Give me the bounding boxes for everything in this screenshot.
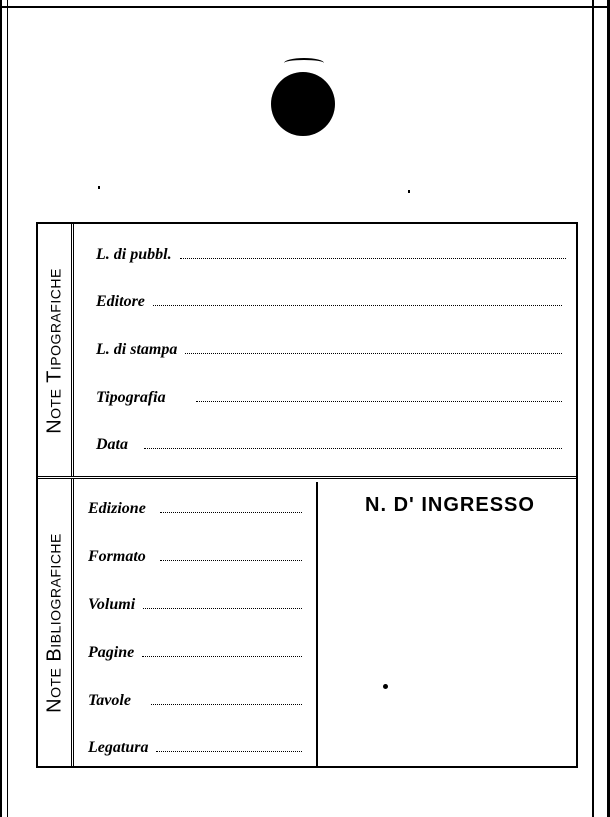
column-divider <box>316 482 318 766</box>
dotted-line <box>160 559 302 561</box>
field-label: L. di stampa <box>96 341 178 358</box>
tipografiche-sidebar <box>38 224 74 477</box>
dotted-line <box>151 703 302 705</box>
dotted-line <box>160 511 302 513</box>
field-editore[interactable] <box>96 293 562 311</box>
punch-hole <box>271 72 335 136</box>
dotted-line <box>153 304 562 306</box>
field-label: Legatura <box>88 739 149 756</box>
field-legatura[interactable] <box>88 739 302 757</box>
numero-ingresso-label: N. D' INGRESSO <box>365 494 535 516</box>
field-data[interactable] <box>96 436 562 454</box>
dotted-line <box>185 352 562 354</box>
field-label: Formato <box>88 548 146 565</box>
dotted-line <box>144 447 562 449</box>
bibliografiche-section-label: Note Bibliografiche <box>43 533 65 713</box>
field-tavole[interactable] <box>88 692 302 710</box>
field-pagine[interactable] <box>88 644 302 662</box>
speck <box>408 190 410 193</box>
dotted-line <box>142 655 302 657</box>
field-luogo-pubblicazione[interactable] <box>96 246 566 264</box>
dotted-line <box>143 607 302 609</box>
catalog-card-form <box>36 222 578 768</box>
field-label: Edizione <box>88 500 146 517</box>
tipografiche-section-label: Note Tipografiche <box>43 267 65 434</box>
dotted-line <box>196 400 562 402</box>
field-tipografia[interactable] <box>96 389 562 407</box>
ink-dot <box>383 684 388 689</box>
field-luogo-stampa[interactable] <box>96 341 562 359</box>
field-formato[interactable] <box>88 548 302 566</box>
card-top-edge <box>0 0 610 8</box>
card-left-edge <box>0 0 8 817</box>
punch-hole-mark <box>284 58 324 68</box>
field-label: Tipografia <box>96 389 166 406</box>
field-label: Volumi <box>88 596 136 613</box>
bibliografiche-sidebar <box>38 478 74 768</box>
card-right-edge <box>592 0 610 817</box>
field-label: Data <box>96 436 128 453</box>
section-divider <box>38 476 576 479</box>
speck <box>98 186 100 189</box>
field-edizione[interactable] <box>88 500 302 518</box>
field-volumi[interactable] <box>88 596 302 614</box>
field-label: Pagine <box>88 644 135 661</box>
dotted-line <box>156 750 302 752</box>
field-label: Editore <box>96 293 145 310</box>
field-label: Tavole <box>88 692 131 709</box>
dotted-line <box>180 257 566 259</box>
field-label: L. di pubbl. <box>96 246 172 263</box>
